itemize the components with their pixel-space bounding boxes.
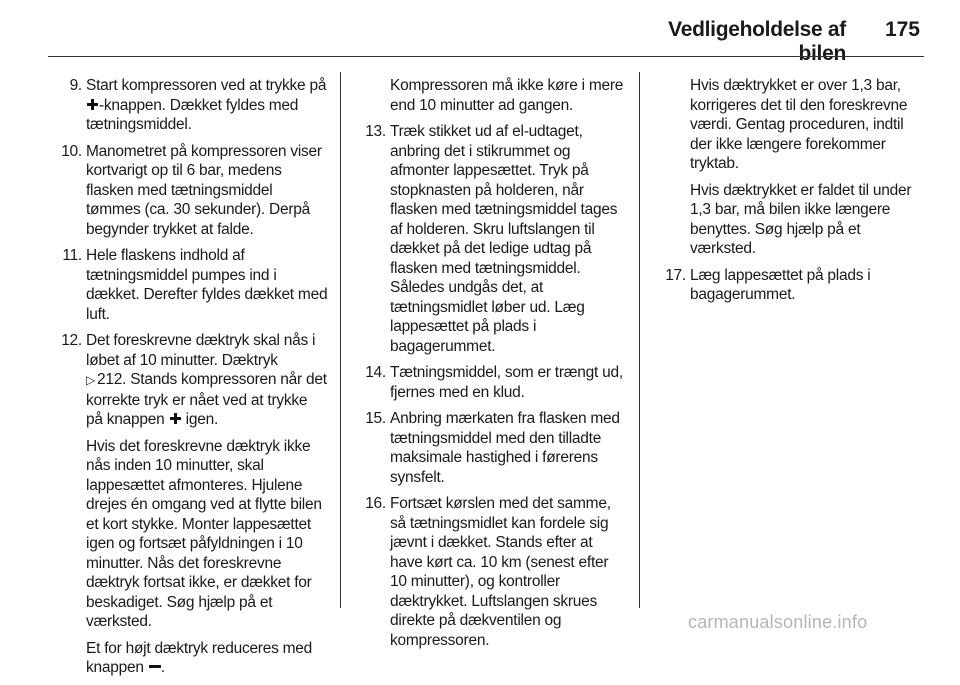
plus-icon	[87, 99, 98, 110]
list-item-9	[48, 76, 328, 135]
column-divider-1	[340, 72, 341, 608]
column-3	[652, 76, 922, 312]
item-text-part: -knappen. Dækket fyldes med tætningsmiddel.	[86, 96, 299, 133]
item-number: 10.	[61, 142, 82, 160]
header-divider	[48, 56, 924, 57]
column-2	[352, 76, 624, 657]
list-item-16	[352, 494, 624, 650]
item-text	[86, 331, 328, 430]
item-text: Anbring mærkaten fra flasken med tætningsmiddel med den tilladte maksimale hastighed i førerens synsfelt.	[390, 410, 620, 486]
list-item-12	[48, 331, 328, 430]
paragraph-part: Et for højt dæktryk reduceres med knappen	[86, 639, 313, 676]
paragraph: Hvis dæktrykket er faldet til under 1,3 bar, må bilen ikke længere benyttes. Søg hjælp på et værksted.	[690, 181, 912, 257]
arrow-right-icon: ▷	[86, 373, 95, 387]
paragraph-part: .	[160, 659, 165, 676]
item-text-part: . Stands kompressoren når det korrekte tryk er nået ved at trykke på knappen	[86, 371, 327, 428]
item-text: Manometret på kompressoren viser kortvarigt op til 6 bar, medens flasken med tætningsmiddel tømmes (ca. 30 sekunder). Derpå begynder trykket at falde.	[86, 142, 322, 238]
item-text-part: Det foreskrevne dæktryk skal nås i løbet af 10 minutter. Dæktryk	[86, 332, 316, 369]
item-text: Hele flaskens indhold af tætningsmiddel pumpes ind i dækket. Derefter fyldes dækket med luft.	[86, 247, 328, 323]
item-text: Tætningsmiddel, som er trængt ud, fjernes med en klud.	[390, 364, 623, 401]
list-item-11	[48, 246, 328, 324]
paragraph: Hvis dæktrykket er over 1,3 bar, korrigeres det til den foreskrevne værdi. Gentag proceduren, indtil der ikke længere forekommer tryktab.	[690, 77, 908, 172]
item-text: Træk stikket ud af el-udtaget, anbring det i stikrummet og afmonter lappesættet. Tryk på stopknasten på holderen, når flasken med tætningsmiddel tages af holderen. Skru luftslangen til dækket på det ledige udtag på flasken med tætningsmiddel. Således undgås det, at tætningsmidlet løber ud. Læg lappesættet på plads i bagagerummet.	[390, 123, 618, 355]
list-item-14	[352, 363, 624, 402]
paragraph: Hvis det foreskrevne dæktryk ikke nås inden 10 minutter, skal lappesættet afmonteres. Hjulene drejes én omgang ved at flytte bilen et kort stykke. Monter lappesættet igen og fortsæt påfyldningen i 10 minutter. Nås det foreskrevne dæktryk fortsat ikke, er dækket for beskadiget. Søg hjælp på et værksted.	[86, 437, 322, 630]
item-text	[86, 76, 328, 135]
column-divider-2	[639, 72, 640, 608]
item-number: 14.	[365, 364, 386, 381]
paragraph	[86, 639, 328, 678]
watermark: carmanualsonline.info	[688, 612, 868, 632]
item-text: Fortsæt kørslen med det samme, så tætningsmidlet kan fordele sig jævnt i dækket. Stands efter at have kørt ca. 10 km (senest efter 10 minutter), og kontroller dæktrykket. Luftslangen skrues direkte på dækventilen og kompressoren.	[390, 495, 611, 649]
list-item-15	[352, 409, 624, 487]
item-text-part: igen.	[181, 411, 218, 428]
page-number: 175	[884, 18, 920, 41]
item-number: 17.	[665, 266, 686, 284]
column-1	[48, 76, 328, 685]
item-number: 11.	[62, 247, 82, 264]
list-item-17	[652, 266, 922, 305]
paragraph: Kompressoren må ikke køre i mere end 10 minutter ad gangen.	[390, 77, 624, 114]
item-number: 16.	[365, 495, 386, 512]
item-number: 15.	[365, 410, 386, 427]
list-item-10	[48, 142, 328, 240]
item-number: 13.	[365, 123, 386, 140]
item-text: Læg lappesættet på plads i bagagerummet.	[690, 266, 871, 303]
list-item-13	[352, 122, 624, 356]
item-number: 9.	[69, 77, 82, 94]
page-reference[interactable]: 212	[96, 371, 123, 388]
item-number: 12.	[61, 332, 82, 349]
minus-icon	[149, 661, 160, 672]
item-text-part: Start kompressoren ved at trykke på	[86, 77, 327, 94]
plus-icon	[170, 413, 181, 424]
section-title: Vedligeholdelse af bilen	[668, 18, 846, 65]
